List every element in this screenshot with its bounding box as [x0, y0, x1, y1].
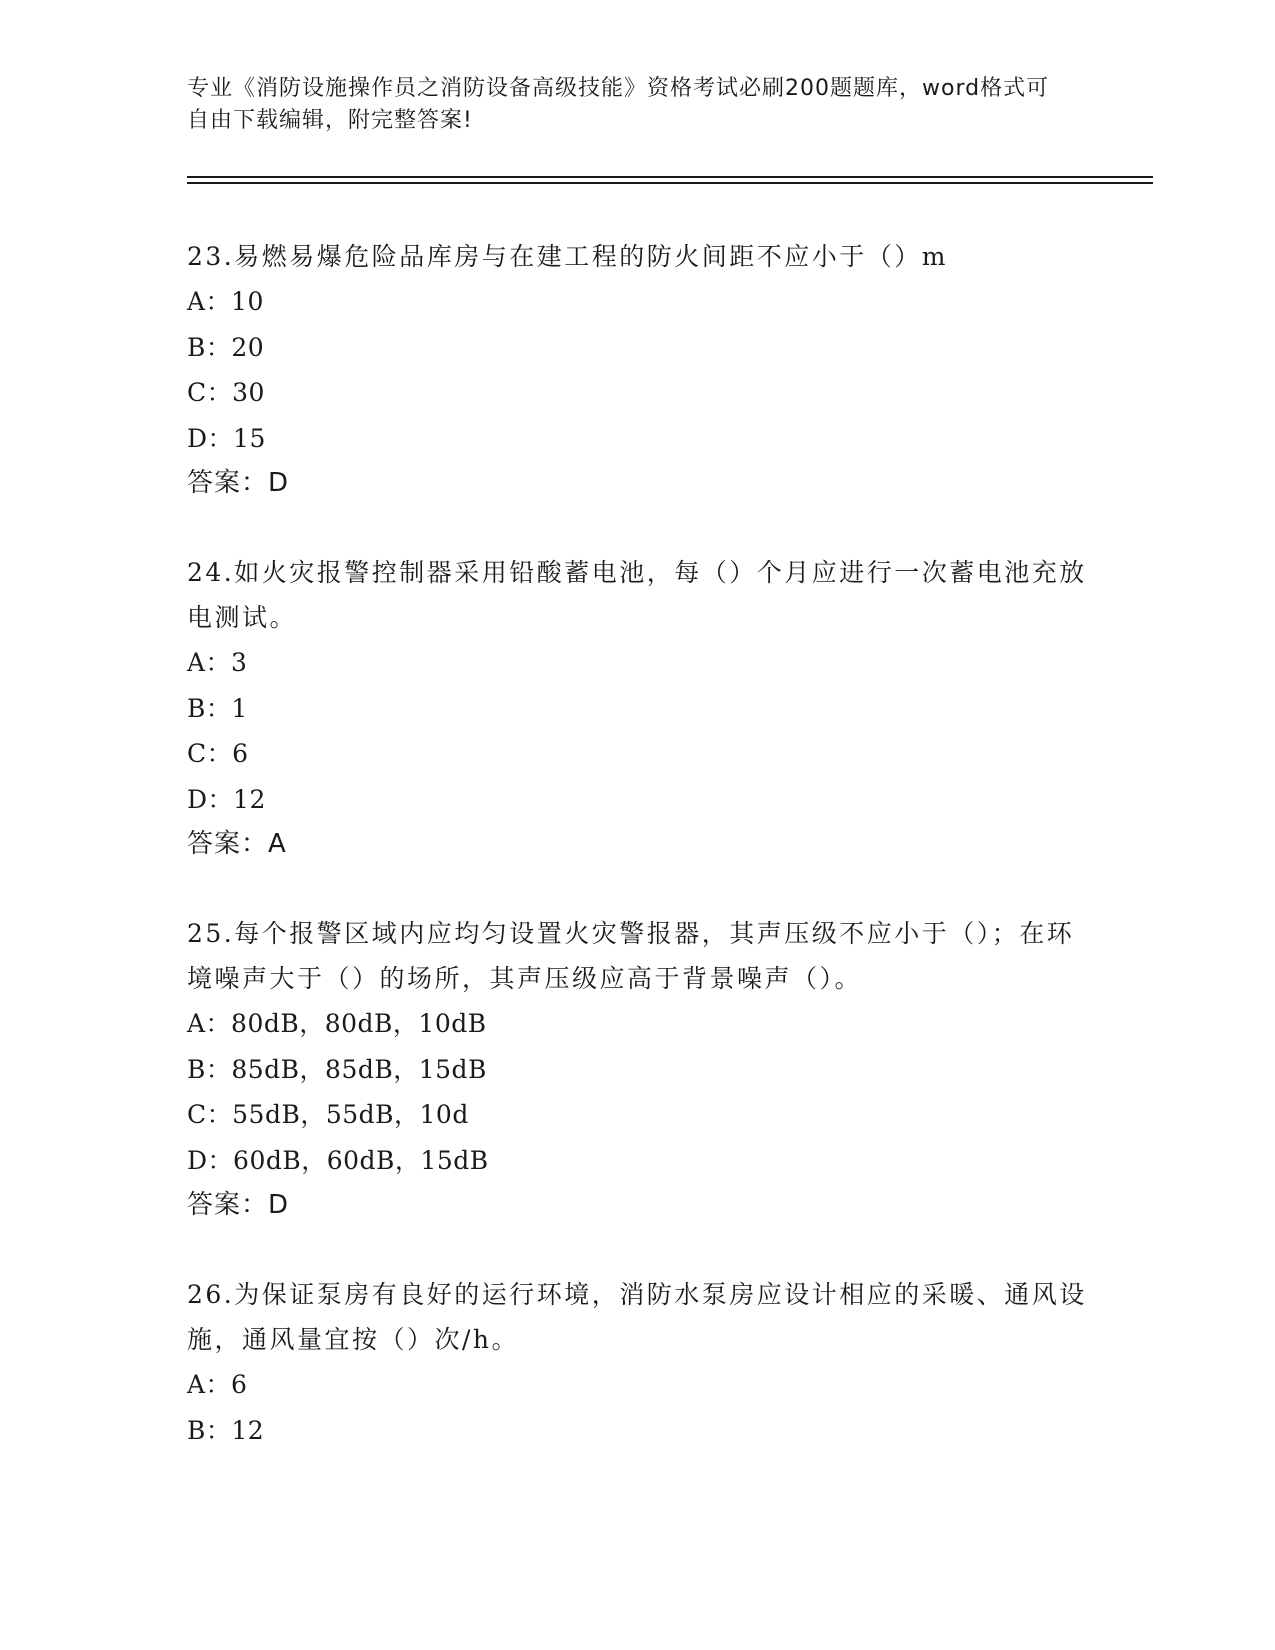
option-b: B：85dB，85dB，15dB — [187, 1054, 487, 1084]
header-rule-top — [187, 176, 1153, 178]
option-b: B：20 — [187, 332, 265, 362]
question-item — [187, 911, 1087, 1227]
answer-line: 答案：D — [187, 468, 290, 498]
option-d: D：60dB，60dB，15dB — [187, 1145, 489, 1175]
option-b: B：12 — [187, 1415, 265, 1445]
question-stem: 26.为保证泵房有良好的运行环境，消防水泵房应设计相应的采暖、通风设施，通风量宜按（）次/h。 — [187, 1280, 1087, 1354]
question-item — [187, 1272, 1087, 1453]
option-c: C：6 — [187, 739, 249, 768]
option-d: D：12 — [187, 784, 266, 814]
answer-line: 答案：A — [187, 829, 287, 859]
question-list — [187, 234, 1087, 1498]
option-a: A：3 — [187, 648, 248, 677]
option-a: A：6 — [187, 1370, 248, 1399]
option-a: A：80dB，80dB，10dB — [187, 1009, 487, 1038]
question-stem: 25.每个报警区域内应均匀设置火灾警报器，其声压级不应小于（）；在环境噪声大于（）的场所，其声压级应高于背景噪声（）。 — [187, 919, 1075, 993]
option-c: C：55dB，55dB，10d — [187, 1100, 469, 1129]
option-a: A：10 — [187, 287, 264, 316]
option-b: B：1 — [187, 693, 248, 723]
option-d: D：15 — [187, 423, 266, 453]
answer-line: 答案：D — [187, 1190, 290, 1220]
question-item — [187, 234, 1087, 505]
question-stem: 24.如火灾报警控制器采用铅酸蓄电池，每（）个月应进行一次蓄电池充放电测试。 — [187, 558, 1087, 632]
option-c: C：30 — [187, 378, 265, 407]
question-item — [187, 550, 1087, 866]
document-header: 专业《消防设施操作员之消防设备高级技能》资格考试必刷200题题库，word格式可自由下载编辑，附完整答案! — [187, 76, 1050, 133]
question-stem: 23.易燃易爆危险品库房与在建工程的防火间距不应小于（）m — [187, 242, 948, 271]
header-rule-bottom — [187, 182, 1153, 184]
